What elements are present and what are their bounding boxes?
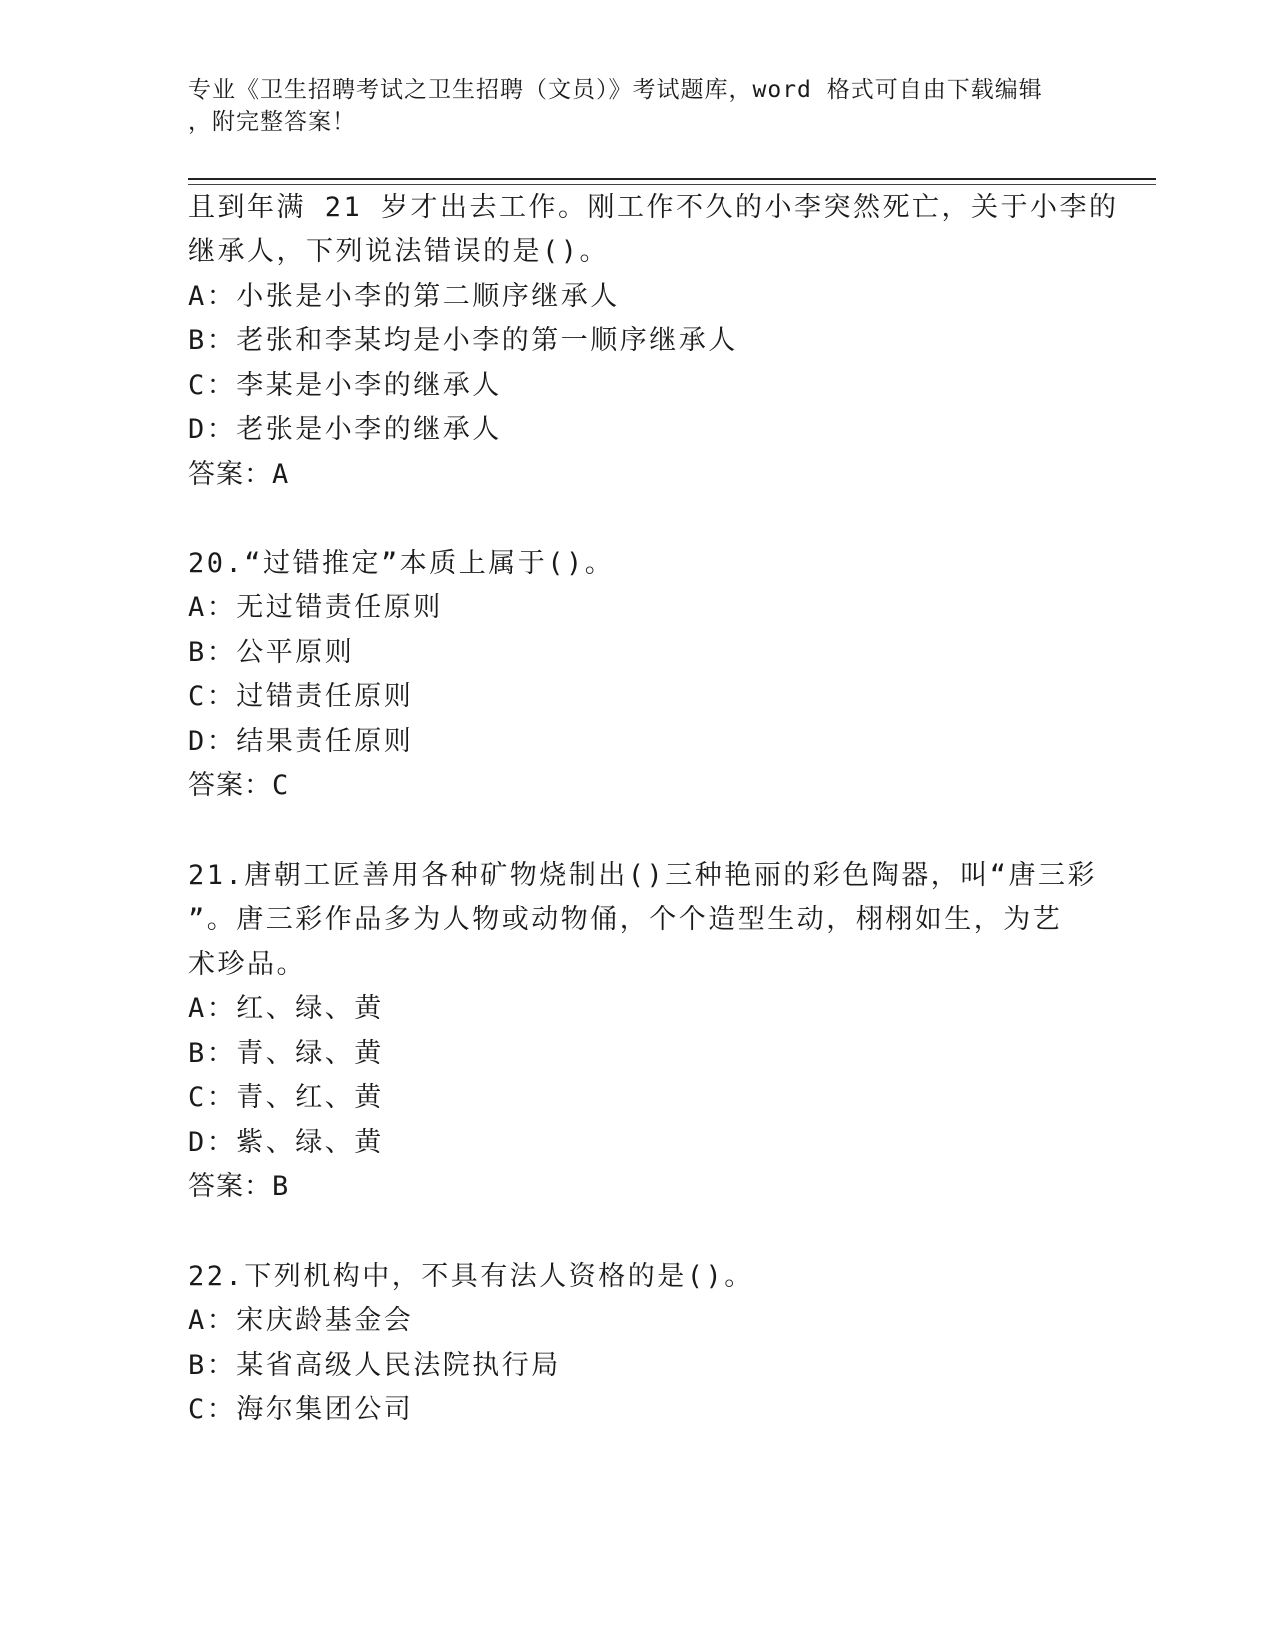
q21-option-d: D：紫、绿、黄 bbox=[188, 1127, 384, 1158]
document-header bbox=[188, 74, 1088, 138]
header-line-1: 专业《卫生招聘考试之卫生招聘（文员）》考试题库，word 格式可自由下载编辑 bbox=[188, 77, 1043, 103]
q20-option-d: D：结果责任原则 bbox=[188, 726, 414, 757]
q21-stem-line-1: 21.唐朝工匠善用各种矿物烧制出()三种艳丽的彩色陶器，叫“唐三彩 bbox=[188, 860, 1098, 891]
q19-answer: 答案：A bbox=[188, 459, 290, 490]
q22-option-a: A：宋庆龄基金会 bbox=[188, 1305, 414, 1336]
q19-option-d: D：老张是小李的继承人 bbox=[188, 414, 502, 445]
q21-stem-line-3: 术珍品。 bbox=[188, 949, 306, 980]
q22-option-b: B：某省高级人民法院执行局 bbox=[188, 1350, 561, 1381]
q22-option-c: C：海尔集团公司 bbox=[188, 1394, 414, 1425]
q20-option-a: A：无过错责任原则 bbox=[188, 592, 443, 623]
q21-answer: 答案：B bbox=[188, 1171, 290, 1202]
q19-stem-line-2: 继承人，下列说法错误的是()。 bbox=[188, 236, 610, 267]
header-divider-thick bbox=[188, 178, 1156, 180]
header-line-2: ，附完整答案！ bbox=[188, 109, 356, 135]
q19-option-a: A：小张是小李的第二顺序继承人 bbox=[188, 281, 620, 312]
q19-option-c: C：李某是小李的继承人 bbox=[188, 370, 502, 401]
q21-stem-line-2: ”。唐三彩作品多为人物或动物俑，个个造型生动，栩栩如生，为艺 bbox=[188, 904, 1063, 935]
q20-option-b: B：公平原则 bbox=[188, 637, 355, 668]
q19-option-b: B：老张和李某均是小李的第一顺序继承人 bbox=[188, 325, 738, 356]
q20-option-c: C：过错责任原则 bbox=[188, 681, 414, 712]
q21-option-c: C：青、红、黄 bbox=[188, 1082, 384, 1113]
q21-option-a: A：红、绿、黄 bbox=[188, 993, 384, 1024]
q20-stem: 20.“过错推定”本质上属于()。 bbox=[188, 548, 615, 579]
q22-stem: 22.下列机构中，不具有法人资格的是()。 bbox=[188, 1261, 754, 1292]
q20-answer: 答案：C bbox=[188, 770, 290, 801]
header-divider-thin bbox=[188, 184, 1156, 185]
q19-stem-line-1: 且到年满 21 岁才出去工作。刚工作不久的小李突然死亡，关于小李的 bbox=[188, 192, 1119, 223]
q21-option-b: B：青、绿、黄 bbox=[188, 1038, 384, 1069]
